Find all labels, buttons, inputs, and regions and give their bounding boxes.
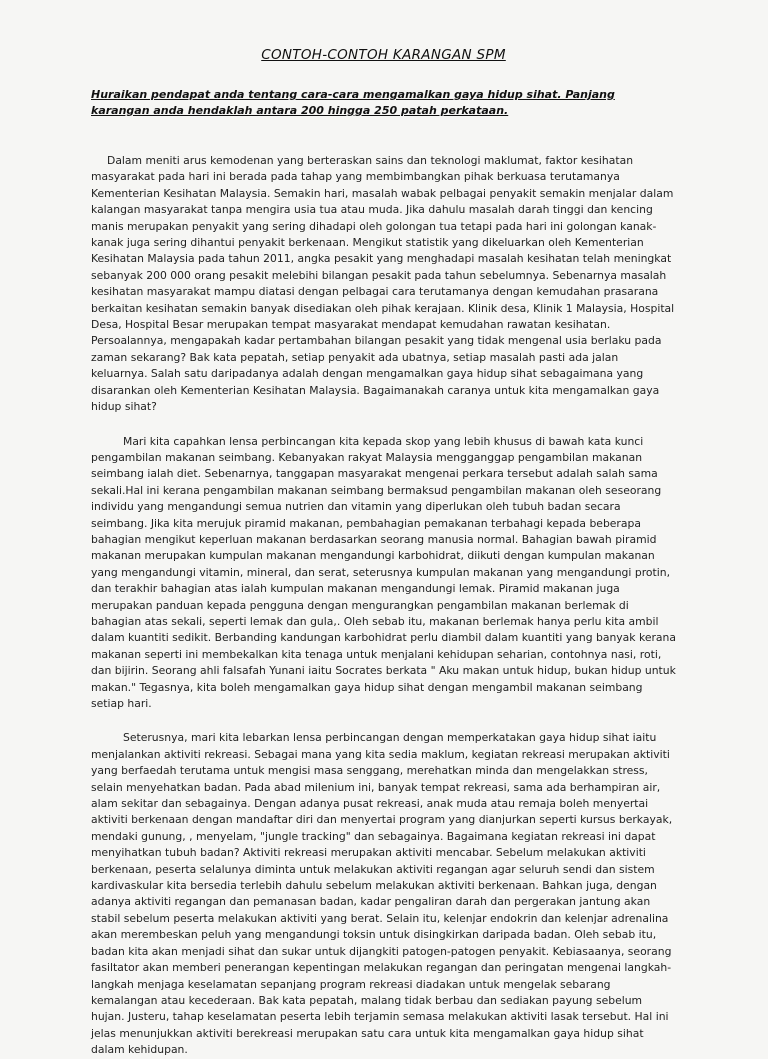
essay-question: Huraikan pendapat anda tentang cara-cara mengamalkan gaya hidup sihat. Panjang karangan anda hendaklah antara 200 hingga 250 patah perkataan.: [91, 88, 615, 117]
document-title: CONTOH-CONTOH KARANGAN SPM: [261, 47, 506, 63]
essay-paragraph-2: Mari kita capahkan lensa perbincangan kita kepada skop yang lebih khusus di bawah kata kunci pengambilan makanan seimbang. Kebanyakan rakyat Malaysia mengganggap pengambilan makanan seimbang ialah diet. Sebenarnya, tanggapan masyarakat mengenai perkara tersebut adalah salah sama sekali.Hal ini kerana pengambilan makanan seimbang bermaksud pengambilan makanan oleh seseorang individu yang mengandungi semua nutrien dan vitamin yang diperlukan oleh tubuh badan secara seimbang. Jika kita merujuk piramid makanan, pembahagian pemakanan terbahagi kepada beberapa bahagian mengikut keperluan makanan berdasarkan seorang manusia normal. Bahagian bawah piramid makanan merupakan kumpulan makanan mengandungi karbohidrat, diikuti dengan kumpulan makanan yang mengandungi vitamin, mineral, dan serat, seterusnya kumpulan makanan yang mengandungi protin, dan terakhir bahagian atas ialah kumpulan makanan mengandungi lemak. Piramid makanan juga merupakan panduan kepada pengguna dengan mengurangkan pengambilan makanan berlemak di bahagian atas sekali, seperti lemak dan gula,. Oleh sebab itu, makanan berlemak hanya perlu kita ambil dalam kuantiti sedikit. Berbanding kandungan karbohidrat perlu diambil dalam kuantiti yang banyak kerana makanan seperti ini membekalkan kita tenaga untuk menjalani kehidupan seharian, contohnya nasi, roti, dan bijirin. Seorang ahli falsafah Yunani iaitu Socrates berkata " Aku makan untuk hidup, bukan hidup untuk makan." Tegasnya, kita boleh mengamalkan gaya hidup sihat dengan mengambil makanan seimbang setiap hari.: [91, 434, 677, 710]
essay-paragraph-3: Seterusnya, mari kita lebarkan lensa perbincangan dengan memperkatakan gaya hidup sihat iaitu menjalankan aktiviti rekreasi. Sebagai mana yang kita sedia maklum, kegiatan rekreasi merupakan aktiviti yang berfaedah terutama untuk mengisi masa senggang, merehatkan minda dan mengelakkan stress, selain menyehatkan badan. Pada abad milenium ini, banyak tempat rekreasi, sama ada berhampiran air, alam sekitar dan sebagainya. Dengan adanya pusat rekreasi, anak muda atau remaja boleh menyertai aktiviti berkenaan dengan mandaftar diri dan menyertai program yang dianjurkan seperti kursus berkayak, mendaki gunung, , menyelam, "jungle tracking" dan sebagainya. Bagaimana kegiatan rekreasi ini dapat menyihatkan tubuh badan? Aktiviti rekreasi merupakan aktiviti mencabar. Sebelum melakukan aktiviti berkenaan, peserta selalunya diminta untuk melakukan aktiviti regangan agar seluruh sendi dan sistem kardivaskular kita bersedia terlebih dahulu sebelum melakukan aktiviti berkenaan. Bahkan juga, dengan adanya aktiviti regangan dan pemanasan badan, kadar pengaliran darah dan pergerakan jantung akan stabil sebelum peserta melakukan aktiviti yang berat. Selain itu, kelenjar endokrin dan kelenjar adrenalina akan merembeskan peluh yang mengandungi toksin untuk disingkirkan daripada badan. Oleh sebab itu, badan kita akan menjadi sihat dan sukar untuk dijangkiti patogen-patogen penyakit. Kebiasaanya, seorang fasiltator akan memberi penerangan kepentingan melakukan regangan dan peringatan mengenai langkah-langkah menjaga keselamatan sepanjang program rekreasi diadakan untuk mengelak sebarang kemalangan atau kecederaan. Bak kata pepatah, malang tidak berbau dan sediakan payung sebelum hujan. Justeru, tahap keselamatan peserta lebih terjamin semasa melakukan aktiviti lasak tersebut. Hal ini jelas menunjukkan aktiviti berekreasi merupakan satu cara untuk kita mengamalkan gaya hidup sihat dalam kehidupan.: [91, 731, 673, 1057]
essay-paragraph-1: Dalam meniti arus kemodenan yang berteraskan sains dan teknologi maklumat, faktor kesihatan masyarakat pada hari ini berada pada tahap yang membimbangkan pihak berkuasa terutamanya Kementerian Kesihatan Malaysia. Semakin hari, masalah wabak pelbagai penyakit semakin menjalar dalam kalangan masyarakat tanpa mengira usia tua atau muda. Jika dahulu masalah darah tinggi dan kencing manis merupakan penyakit yang sering dihadapi oleh golongan tua tetapi pada hari ini golongan kanak-kanak juga sering dihantui penyakit berkenaan. Mengikut statistik yang dikeluarkan oleh Kementerian Kesihatan Malaysia pada tahun 2011, angka pesakit yang menghadapi masalah kesihatan telah meningkat sebanyak 200 000 orang pesakit melebihi bilangan pesakit pada tahun sebelumnya. Sebenarnya masalah kesihatan masyarakat mampu diatasi dengan pelbagai cara terutamanya dengan kemudahan prasarana berkaitan kesihatan semakin banyak disediakan oleh pihak kerajaan. Klinik desa, Klinik 1 Malaysia, Hospital Desa, Hospital Besar merupakan tempat masyarakat mendapat kemudahan rawatan kesihatan. Persoalannya, mengapakah kadar pertambahan bilangan pesakit yang tidak mengenal usia berlaku pada zaman sekarang? Bak kata pepatah, setiap penyakit ada ubatnya, setiap masalah pasti ada jalan keluarnya. Salah satu daripadanya adalah dengan mengamalkan gaya hidup sihat sebagaimana yang disarankan oleh Kementerian Kesihatan Malaysia. Bagaimanakah caranya untuk kita mengamalkan gaya hidup sihat?: [91, 154, 675, 414]
